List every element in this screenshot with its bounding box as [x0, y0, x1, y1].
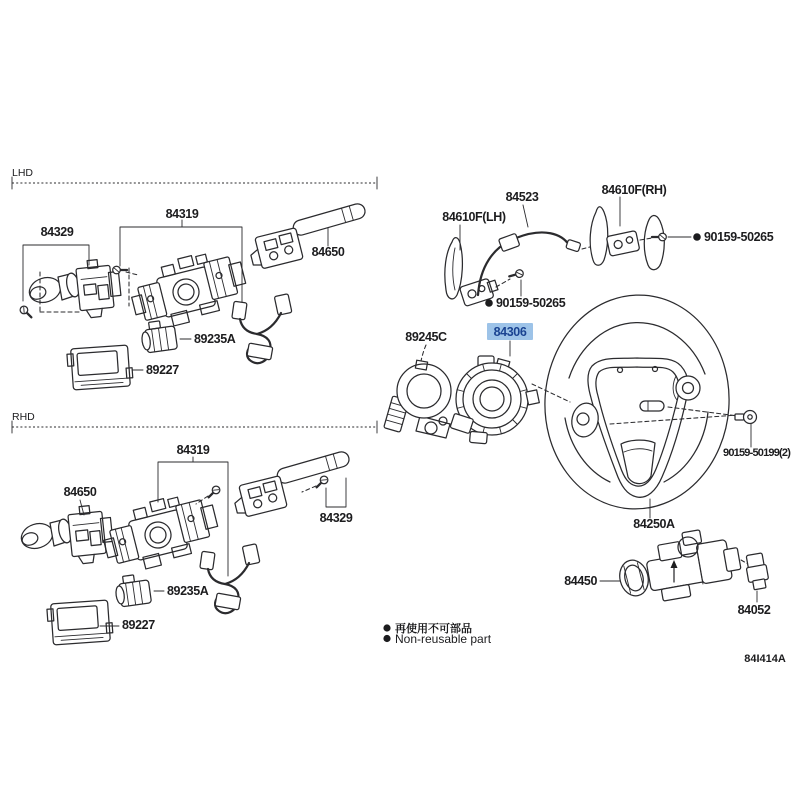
- part-label-84329-lhd: 84329: [40, 225, 74, 239]
- non-reusable-bullet-icon: [383, 624, 390, 631]
- diagram-code: 84I414A: [744, 653, 786, 665]
- part-drawing-84329-lhd: [26, 258, 123, 319]
- lhd-section-label: LHD: [12, 167, 34, 179]
- paddle-switch-group: [442, 183, 773, 310]
- screw-icon: [19, 305, 34, 320]
- wire-connector: [498, 233, 519, 251]
- part-label-84610f-lh: 84610F(LH): [442, 210, 506, 224]
- part-label-89235a-rhd: 89235A: [167, 584, 209, 598]
- non-reusable-bullet-icon: [383, 635, 390, 642]
- wire-harness-drawing-lhd: [232, 294, 292, 363]
- part-label-84250a: 84250A: [633, 517, 675, 531]
- part-drawing-84450: [616, 524, 744, 603]
- screw-icon: [206, 485, 221, 500]
- part-drawing-89245c: [384, 360, 451, 438]
- screw-icon: [113, 266, 127, 274]
- screw-icon: [735, 411, 757, 424]
- paddle-rh-blade: [644, 215, 664, 269]
- part-label-84319-rhd: 84319: [176, 443, 210, 457]
- screw-guide-dash: [126, 272, 138, 275]
- part-drawing-84650-lhd: [247, 202, 367, 271]
- part-label-84329-rhd: 84329: [319, 511, 353, 525]
- part-label-90159-50265-a: 90159-50265: [704, 230, 774, 244]
- steering-lock-group: [564, 524, 771, 617]
- legend-text-en: Non-reusable part: [395, 632, 492, 646]
- label-bracket-84329-rhd: [326, 478, 346, 507]
- steering-wheel-drawing: [538, 289, 736, 515]
- part-label-84523: 84523: [505, 190, 539, 204]
- non-reusable-bullet-icon: [693, 233, 701, 241]
- part-drawing-84650-rhd: [18, 504, 115, 565]
- part-drawing-89227-lhd: [67, 345, 134, 390]
- part-drawing-89227-rhd: [47, 600, 114, 645]
- leader-89245c: [421, 345, 426, 361]
- legend: [383, 621, 491, 646]
- leader-84650-rhd: [80, 500, 84, 515]
- column-center-group: [384, 289, 792, 531]
- part-label-90159-50199: 90159-50199(2): [723, 447, 791, 459]
- part-label-84052: 84052: [737, 603, 771, 617]
- leader-84523: [523, 205, 528, 227]
- rhd-section: [12, 411, 377, 645]
- wire-harness-drawing-rhd: [200, 544, 260, 613]
- part-label-84610f-rh: 84610F(RH): [601, 183, 667, 197]
- part-label-90159-50265-b: 90159-50265: [496, 296, 566, 310]
- screw-icon: [314, 475, 329, 490]
- part-drawing-84329-rhd: [231, 450, 351, 519]
- wire-connector: [566, 239, 581, 252]
- part-label-84306-highlighted[interactable]: 84306: [493, 325, 527, 339]
- part-drawing-84610f-rh: [590, 207, 608, 266]
- screw-guide-dash: [496, 279, 510, 287]
- part-label-84319-lhd: 84319: [165, 207, 199, 221]
- part-drawing-89235a-rhd: [114, 573, 152, 607]
- paddle-rh-mechanism: [606, 231, 640, 257]
- part-drawing-84523-wire: [478, 232, 569, 295]
- part-label-84650-lhd: 84650: [311, 245, 345, 259]
- non-reusable-bullet-icon: [485, 299, 493, 307]
- screw-icon: [508, 269, 524, 280]
- legend-text-jp: 再使用不可部品: [395, 623, 472, 635]
- part-drawing-84052: [744, 553, 770, 591]
- part-drawing-89235a-lhd: [140, 319, 178, 353]
- part-label-89227-rhd: 89227: [122, 618, 155, 632]
- lhd-section: [12, 167, 377, 390]
- part-drawing-84306: [450, 356, 539, 444]
- rhd-section-label: RHD: [12, 411, 35, 423]
- part-label-84450: 84450: [564, 574, 597, 588]
- part-drawing-84319-lhd: [125, 244, 251, 334]
- part-label-89245c: 89245C: [405, 330, 447, 344]
- screw-guide-dash: [302, 486, 316, 492]
- part-label-89235a-lhd: 89235A: [194, 332, 236, 346]
- part-label-84650-rhd: 84650: [63, 485, 97, 499]
- part-label-89227-lhd: 89227: [146, 363, 179, 377]
